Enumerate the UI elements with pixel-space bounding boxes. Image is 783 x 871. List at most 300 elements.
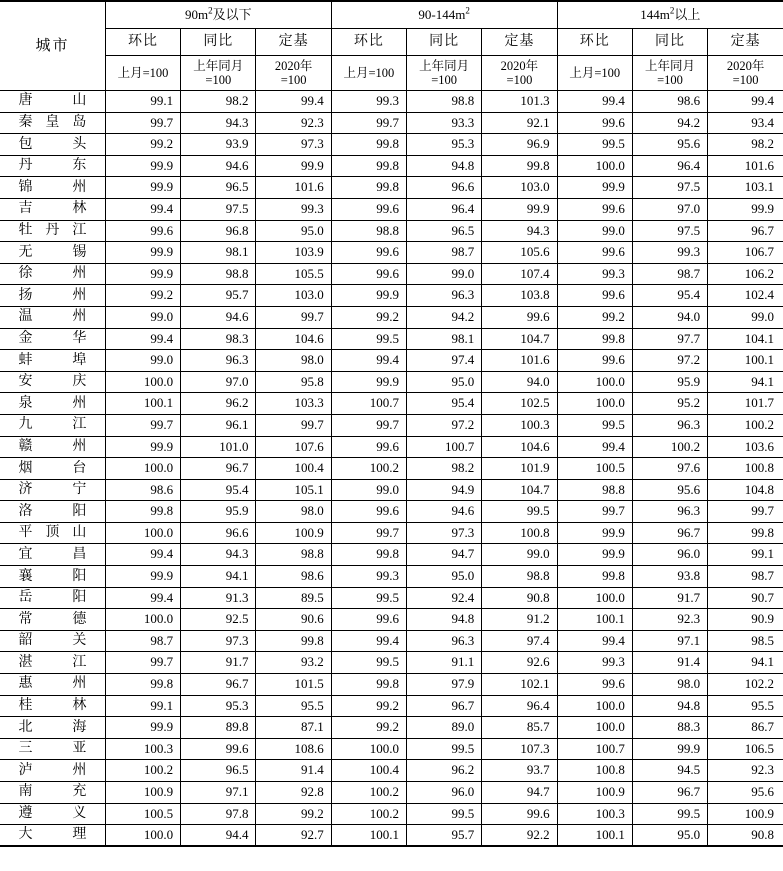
value-cell: 99.5 [331,328,406,350]
value-cell: 99.9 [105,177,180,199]
table-row [0,328,783,350]
table-row [0,91,783,113]
value-cell: 102.2 [708,674,783,696]
subheader-fixed-2: 定基 [482,29,557,56]
value-cell: 99.1 [708,544,783,566]
value-cell: 92.8 [256,782,331,804]
value-cell: 97.6 [632,458,707,480]
value-cell: 89.8 [181,717,256,739]
subheader-mom-2: 环比 [331,29,406,56]
value-cell: 97.2 [407,414,482,436]
value-cell: 96.3 [632,414,707,436]
table-row [0,242,783,264]
table-row [0,198,783,220]
value-cell: 95.4 [407,393,482,415]
value-cell: 97.1 [632,630,707,652]
group-header-under-90 [105,1,331,29]
city-name-cell [0,242,105,264]
value-cell: 99.5 [557,414,632,436]
value-cell: 99.9 [105,155,180,177]
city-name-cell [0,695,105,717]
city-name-cell [0,177,105,199]
value-cell: 96.5 [407,220,482,242]
value-cell: 99.6 [557,350,632,372]
value-cell: 96.2 [407,760,482,782]
value-cell: 93.4 [708,112,783,134]
city-name-label: 宜昌 [18,546,87,562]
value-cell: 99.7 [256,414,331,436]
table-row [0,393,783,415]
value-cell: 91.7 [181,652,256,674]
value-cell: 100.0 [105,609,180,631]
value-cell: 99.4 [557,91,632,113]
value-cell: 96.0 [632,544,707,566]
value-cell: 93.8 [632,566,707,588]
value-cell: 96.7 [181,458,256,480]
table-row [0,522,783,544]
city-name-label: 洛阳 [18,503,87,519]
value-cell: 100.7 [407,436,482,458]
table-row [0,458,783,480]
value-cell: 100.0 [331,738,406,760]
city-name-cell [0,134,105,156]
value-cell: 104.1 [708,328,783,350]
value-cell: 92.5 [181,609,256,631]
subheader-fixed-1: 定基 [256,29,331,56]
table-row [0,220,783,242]
value-cell: 103.1 [708,177,783,199]
city-name-cell [0,522,105,544]
value-cell: 99.8 [331,177,406,199]
value-cell: 99.8 [105,674,180,696]
city-name-label: 牡丹江 [18,223,87,239]
value-cell: 98.1 [181,242,256,264]
value-cell: 93.7 [482,760,557,782]
value-cell: 99.8 [256,630,331,652]
value-cell: 99.0 [482,544,557,566]
baseline-line1: 上月=100 [117,66,169,80]
city-name-cell [0,717,105,739]
table-header [0,1,783,91]
value-cell: 98.3 [181,328,256,350]
city-name-label: 徐州 [18,266,87,282]
value-cell: 97.9 [407,674,482,696]
table-row [0,760,783,782]
city-name-label: 济宁 [18,482,87,498]
baseline-line1: 2020年 [726,59,765,73]
table-body [0,91,783,847]
group-header-over-144 [557,1,783,29]
baseline-line1: 2020年 [274,59,313,73]
value-cell: 94.2 [407,306,482,328]
value-cell: 106.7 [708,242,783,264]
value-cell: 101.3 [482,91,557,113]
value-cell: 95.9 [181,501,256,523]
value-cell: 91.2 [482,609,557,631]
value-cell: 85.7 [482,717,557,739]
value-cell: 94.8 [407,155,482,177]
city-name-label: 金华 [18,330,87,346]
header-row-groups [0,1,783,29]
value-cell: 99.4 [105,544,180,566]
value-cell: 100.3 [482,414,557,436]
value-cell: 95.8 [256,371,331,393]
value-cell: 96.7 [632,522,707,544]
city-name-cell [0,458,105,480]
city-name-cell [0,371,105,393]
value-cell: 94.2 [632,112,707,134]
value-cell: 94.7 [482,782,557,804]
city-name-cell [0,328,105,350]
city-name-label: 锦州 [18,179,87,195]
city-name-label: 平顶山 [18,525,87,541]
value-cell: 103.9 [256,242,331,264]
value-cell: 99.6 [105,220,180,242]
value-cell: 98.8 [557,479,632,501]
value-cell: 97.3 [256,134,331,156]
value-cell: 94.8 [632,695,707,717]
value-cell: 91.4 [256,760,331,782]
value-cell: 100.4 [256,458,331,480]
baseline-prev-year-3 [632,56,707,91]
table-row [0,350,783,372]
value-cell: 97.5 [632,220,707,242]
value-cell: 97.0 [632,198,707,220]
table-row [0,652,783,674]
group-label-sup-1: 2 [208,5,213,16]
value-cell: 98.7 [632,263,707,285]
baseline-prev-year-2 [407,56,482,91]
value-cell: 100.8 [708,458,783,480]
value-cell: 99.6 [331,263,406,285]
value-cell: 96.4 [482,695,557,717]
value-cell: 96.3 [181,350,256,372]
value-cell: 100.1 [708,350,783,372]
city-name-cell [0,803,105,825]
city-name-label: 遵义 [18,806,87,822]
value-cell: 89.0 [407,717,482,739]
value-cell: 100.0 [557,695,632,717]
group-label-text-1: 90m [184,6,209,22]
value-cell: 99.6 [331,436,406,458]
table-row [0,285,783,307]
value-cell: 107.6 [256,436,331,458]
city-name-label: 湛江 [18,654,87,670]
city-name-cell [0,350,105,372]
value-cell: 98.7 [708,566,783,588]
value-cell: 102.4 [708,285,783,307]
header-row-subcolumns [0,29,783,56]
value-cell: 100.7 [331,393,406,415]
value-cell: 104.6 [482,436,557,458]
city-name-label: 丹东 [18,158,87,174]
value-cell: 100.0 [105,522,180,544]
value-cell: 103.3 [256,393,331,415]
subheader-yoy-2: 同比 [407,29,482,56]
city-name-label: 韶关 [18,633,87,649]
city-name-cell [0,738,105,760]
city-name-cell [0,652,105,674]
baseline-fixed-1 [256,56,331,91]
value-cell: 97.4 [407,350,482,372]
value-cell: 96.3 [407,630,482,652]
group-label-sup-3: 2 [669,5,675,16]
baseline-line2: =100 [732,73,759,87]
value-cell: 99.0 [708,306,783,328]
city-name-cell [0,198,105,220]
city-name-label: 九江 [18,417,87,433]
value-cell: 100.0 [105,458,180,480]
value-cell: 99.8 [331,134,406,156]
value-cell: 100.7 [557,738,632,760]
table-row [0,436,783,458]
value-cell: 99.0 [407,263,482,285]
value-cell: 99.7 [105,414,180,436]
value-cell: 99.7 [331,112,406,134]
value-cell: 99.6 [557,674,632,696]
city-name-cell [0,501,105,523]
value-cell: 100.9 [256,522,331,544]
value-cell: 97.1 [181,782,256,804]
city-name-cell [0,609,105,631]
value-cell: 99.9 [105,436,180,458]
city-name-cell [0,760,105,782]
value-cell: 101.7 [708,393,783,415]
value-cell: 102.1 [482,674,557,696]
value-cell: 98.8 [407,91,482,113]
value-cell: 96.5 [181,760,256,782]
city-name-label: 吉林 [18,201,87,217]
value-cell: 95.0 [256,220,331,242]
value-cell: 97.3 [407,522,482,544]
value-cell: 90.8 [708,825,783,847]
city-name-cell [0,112,105,134]
value-cell: 104.6 [256,328,331,350]
value-cell: 105.5 [256,263,331,285]
city-name-cell [0,91,105,113]
city-name-label: 泸州 [18,762,87,778]
value-cell: 99.0 [105,350,180,372]
value-cell: 91.3 [181,587,256,609]
value-cell: 100.2 [105,760,180,782]
value-cell: 96.7 [632,782,707,804]
value-cell: 95.5 [256,695,331,717]
table-row [0,177,783,199]
value-cell: 94.8 [407,609,482,631]
value-cell: 98.8 [482,566,557,588]
value-cell: 99.9 [105,242,180,264]
value-cell: 99.8 [331,155,406,177]
value-cell: 95.4 [632,285,707,307]
baseline-line2: =100 [205,73,232,87]
value-cell: 99.3 [632,242,707,264]
value-cell: 99.6 [331,501,406,523]
value-cell: 98.6 [256,566,331,588]
value-cell: 101.5 [256,674,331,696]
table-row [0,782,783,804]
value-cell: 94.0 [632,306,707,328]
value-cell: 99.4 [105,587,180,609]
city-name-label: 常德 [18,611,87,627]
city-name-label: 桂林 [18,698,87,714]
value-cell: 90.6 [256,609,331,631]
value-cell: 99.8 [557,566,632,588]
value-cell: 95.0 [407,371,482,393]
table-row [0,825,783,847]
value-cell: 99.4 [331,630,406,652]
value-cell: 97.0 [181,371,256,393]
value-cell: 98.5 [708,630,783,652]
value-cell: 99.2 [331,306,406,328]
value-cell: 92.1 [482,112,557,134]
value-cell: 94.6 [407,501,482,523]
value-cell: 96.0 [407,782,482,804]
value-cell: 100.0 [557,393,632,415]
value-cell: 99.3 [331,566,406,588]
value-cell: 87.1 [256,717,331,739]
value-cell: 100.9 [708,803,783,825]
value-cell: 93.3 [407,112,482,134]
value-cell: 94.1 [708,371,783,393]
table-row [0,630,783,652]
value-cell: 94.6 [181,306,256,328]
value-cell: 99.0 [557,220,632,242]
value-cell: 100.0 [557,371,632,393]
city-name-cell [0,630,105,652]
value-cell: 99.9 [331,371,406,393]
header-row-baselines [0,56,783,91]
value-cell: 94.3 [482,220,557,242]
city-name-cell [0,155,105,177]
value-cell: 99.8 [331,544,406,566]
value-cell: 107.4 [482,263,557,285]
value-cell: 98.2 [181,91,256,113]
city-name-cell [0,782,105,804]
value-cell: 99.2 [256,803,331,825]
value-cell: 96.9 [482,134,557,156]
table-row [0,134,783,156]
value-cell: 99.6 [557,242,632,264]
value-cell: 99.3 [557,652,632,674]
value-cell: 90.7 [708,587,783,609]
value-cell: 89.5 [256,587,331,609]
city-name-label: 包头 [18,136,87,152]
value-cell: 88.3 [632,717,707,739]
value-cell: 99.7 [331,522,406,544]
value-cell: 99.7 [557,501,632,523]
value-cell: 97.4 [482,630,557,652]
city-name-label: 泉州 [18,395,87,411]
value-cell: 99.9 [708,198,783,220]
value-cell: 99.3 [331,91,406,113]
city-name-cell [0,285,105,307]
table-row [0,306,783,328]
table-row [0,479,783,501]
value-cell: 92.3 [708,760,783,782]
value-cell: 100.2 [708,414,783,436]
value-cell: 99.9 [557,177,632,199]
city-name-label: 温州 [18,309,87,325]
baseline-line2: =100 [431,73,458,87]
value-cell: 99.9 [105,717,180,739]
table-row [0,544,783,566]
value-cell: 97.7 [632,328,707,350]
value-cell: 100.2 [331,803,406,825]
value-cell: 99.8 [105,501,180,523]
subheader-mom-3: 环比 [557,29,632,56]
value-cell: 100.0 [105,825,180,847]
value-cell: 92.6 [482,652,557,674]
table-row [0,738,783,760]
value-cell: 99.5 [331,587,406,609]
value-cell: 104.7 [482,479,557,501]
value-cell: 95.2 [632,393,707,415]
value-cell: 97.2 [632,350,707,372]
value-cell: 94.1 [708,652,783,674]
baseline-prev-month-1 [105,56,180,91]
value-cell: 99.9 [105,566,180,588]
value-cell: 94.6 [181,155,256,177]
value-cell: 99.2 [105,134,180,156]
table-row [0,587,783,609]
value-cell: 99.8 [708,522,783,544]
value-cell: 98.7 [407,242,482,264]
value-cell: 99.5 [632,803,707,825]
baseline-line2: =100 [280,73,307,87]
value-cell: 100.8 [482,522,557,544]
value-cell: 99.6 [557,112,632,134]
city-name-label: 惠州 [18,676,87,692]
city-name-cell [0,587,105,609]
city-name-cell [0,263,105,285]
baseline-prev-month-2 [331,56,406,91]
value-cell: 99.9 [632,738,707,760]
value-cell: 100.1 [331,825,406,847]
table-row [0,609,783,631]
table-row [0,371,783,393]
value-cell: 100.0 [557,155,632,177]
value-cell: 99.4 [105,328,180,350]
value-cell: 90.9 [708,609,783,631]
value-cell: 101.9 [482,458,557,480]
group-label-sup-2: 2 [465,5,470,16]
value-cell: 99.6 [482,803,557,825]
value-cell: 95.6 [632,479,707,501]
value-cell: 99.6 [557,285,632,307]
value-cell: 96.4 [632,155,707,177]
city-name-cell [0,436,105,458]
value-cell: 95.6 [632,134,707,156]
value-cell: 99.6 [331,609,406,631]
baseline-fixed-3 [708,56,783,91]
value-cell: 95.7 [407,825,482,847]
table-row [0,674,783,696]
value-cell: 99.5 [407,738,482,760]
value-cell: 95.7 [181,285,256,307]
value-cell: 99.8 [557,328,632,350]
value-cell: 99.4 [557,630,632,652]
value-cell: 97.5 [632,177,707,199]
value-cell: 99.5 [331,652,406,674]
value-cell: 101.6 [708,155,783,177]
city-name-label: 三亚 [18,741,87,757]
value-cell: 100.4 [331,760,406,782]
value-cell: 99.8 [482,155,557,177]
value-cell: 96.4 [407,198,482,220]
value-cell: 95.0 [632,825,707,847]
value-cell: 92.3 [256,112,331,134]
column-header-city: 城市 [0,1,105,91]
